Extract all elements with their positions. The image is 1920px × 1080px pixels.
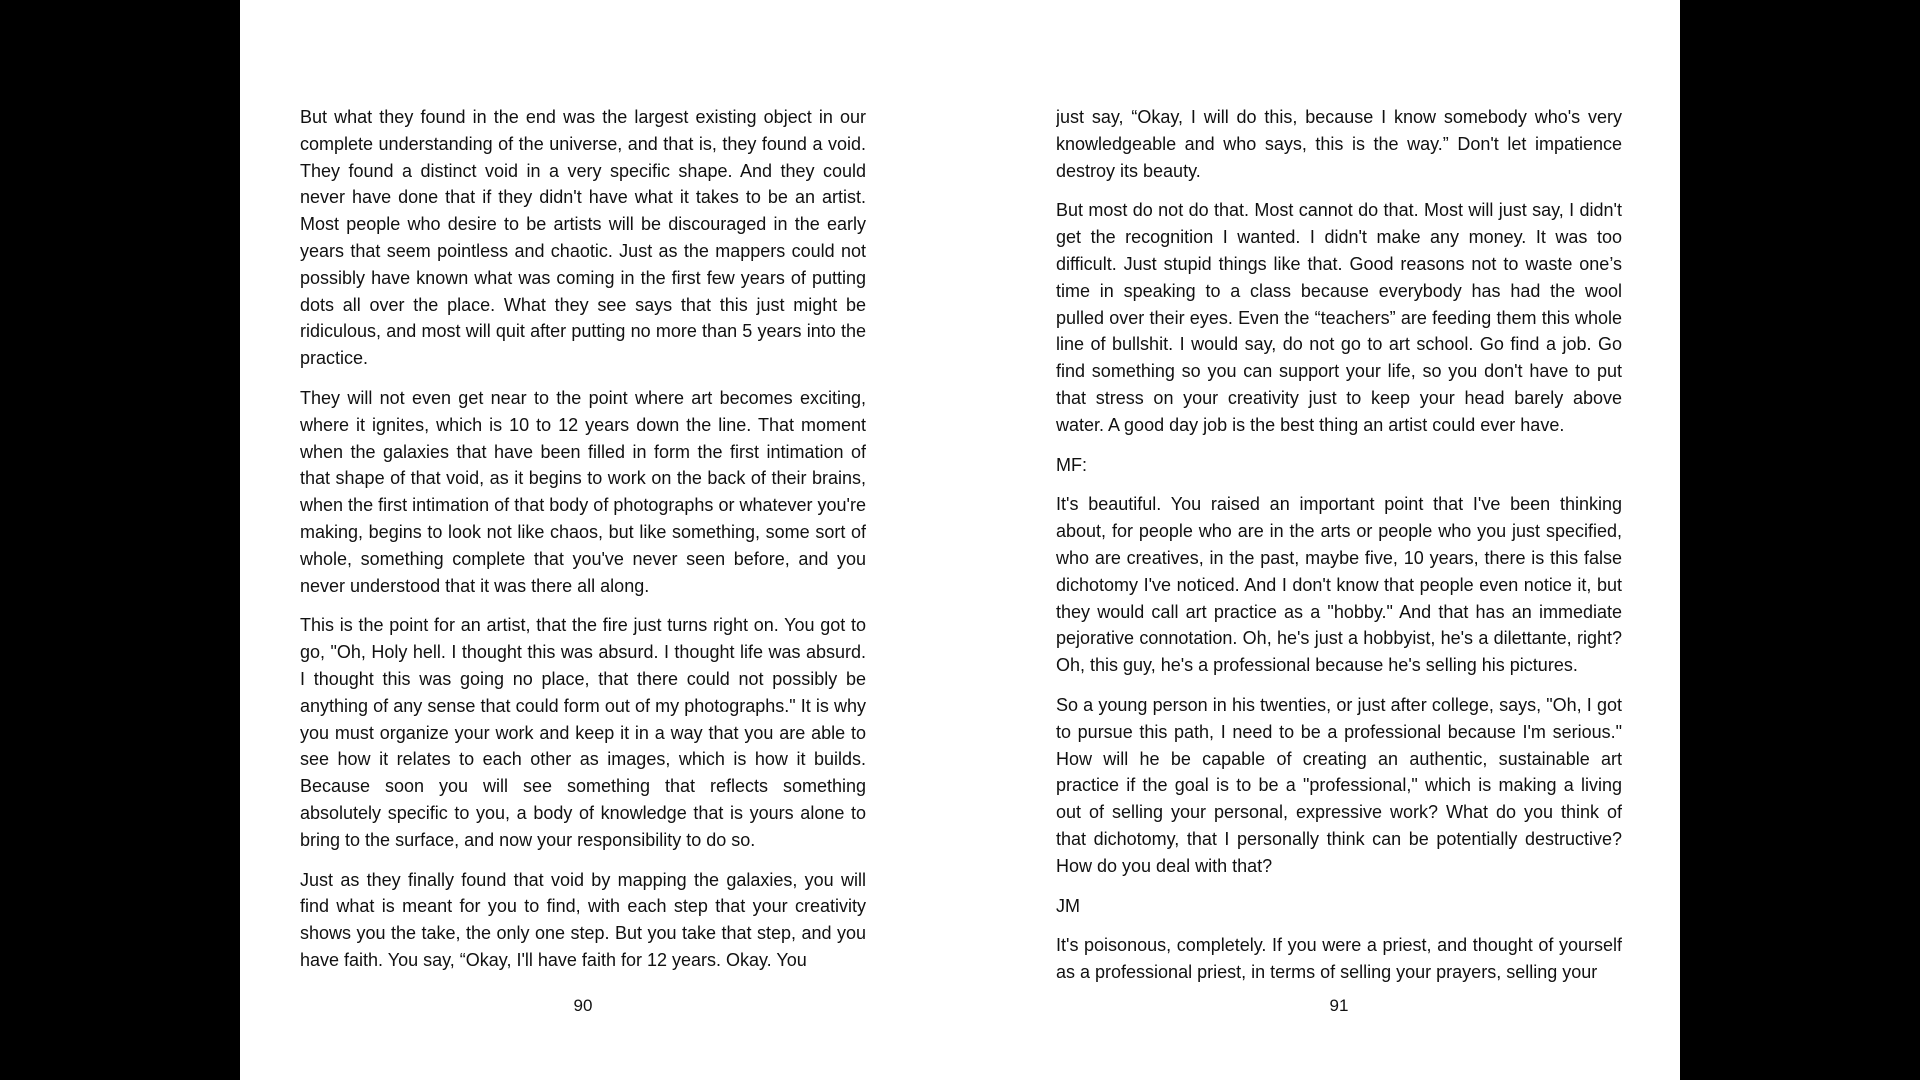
speaker-label: JM — [1056, 895, 1080, 916]
paragraph: Just as they finally found that void by mapping the galaxies, you will find what is meant for you to find, with each step that your creativity shows you the take, the only one step. But you take that step, and you have faith. You say, “Okay, I'll have faith for 12 years. Okay. You — [300, 869, 866, 970]
paragraph: just say, “Okay, I will do this, because I know somebody who's very knowledgeable and who says, this is the way.” Don't let impatience destroy its beauty. — [1056, 107, 1622, 181]
paragraph: It's poisonous, completely. If you were a priest, and thought of yourself as a professional priest, in terms of selling your prayers, selling your — [1056, 935, 1622, 983]
right-page — [1056, 104, 1622, 1034]
right-page-body — [1056, 104, 1622, 984]
left-page-body — [300, 104, 866, 984]
page-number: 91 — [1329, 996, 1349, 1015]
book-spread — [240, 0, 1680, 1080]
paragraph: So a young person in his twenties, or just after college, says, "Oh, I got to pursue this path, I need to be a professional because I'm serious." How will he be capable of creating an authentic, sustainable art practice if the goal is to be a "professional," which is making a living out of selling your personal, expressive work? What do you think of that dichotomy, that I personally think can be potentially destructive? How do you deal with that? — [1056, 694, 1622, 876]
paragraph: This is the point for an artist, that the fire just turns right on. You got to go, "Oh, Holy hell. I thought this was absurd. I thought life was absurd. I thought this was going no place, that there could not possibly be anything of any sense that could form out of my photographs." It is why you must organize your work and keep it in a way that you are able to see how it relates to each other as images, which is how it builds. Because soon you will see something that reflects something absolutely specific to you, a body of knowledge that is yours alone to bring to the surface, and now your responsibility to do so. — [300, 615, 866, 850]
left-page — [300, 104, 866, 1034]
paragraph: It's beautiful. You raised an important point that I've been thinking about, for people who are in the arts or people who you just specified, who are creatives, in the past, maybe five, 10 years, there is this false dichotomy I've noticed. And I don't know that people even notice it, but they would call art practice as a "hobby." And that has an immediate pejorative connotation. Oh, he's just a hobbyist, he's a dilettante, right? Oh, this guy, he's a professional because he's selling his pictures. — [1056, 494, 1622, 676]
paragraph: But most do not do that. Most cannot do that. Most will just say, I didn't get the recognition I wanted. I didn't make any money. It was too difficult. Just stupid things like that. Good reasons not to waste one’s time in speaking to a class because everybody has had the wool pulled over their eyes. Even the “teachers” are feeding them this whole line of bullshit. I would say, do not go to art school. Go find a job. Go find something so you can support your life, so you don't have to put that stress on your creativity just to keep your head barely above water. A good day job is the best thing an artist could ever have. — [1056, 200, 1622, 435]
speaker-label: MF: — [1056, 454, 1087, 475]
paragraph: But what they found in the end was the largest existing object in our complete understanding of the universe, and that is, they found a void. They found a distinct void in a very specific shape. And they could never have done that if they didn't have what it takes to be an artist. Most people who desire to be artists will be discouraged in the early years that seem pointless and chaotic. Just as the mappers could not possibly have known what was coming in the first few years of putting dots all over the place. What they see says that this just might be ridiculous, and most will quit after putting no more than 5 years into the practice. — [300, 107, 866, 369]
paragraph: They will not even get near to the point where art becomes exciting, where it ignites, which is 10 to 12 years down the line. That moment when the galaxies that have been filled in form the first intimation of that shape of that void, as it begins to work on the back of their brains, when the first intimation of that body of photographs or whatever you're making, begins to look not like chaos, but like something, some sort of whole, something complete that you've never seen before, and you never understood that it was there all along. — [300, 387, 866, 596]
page-number: 90 — [573, 996, 593, 1015]
